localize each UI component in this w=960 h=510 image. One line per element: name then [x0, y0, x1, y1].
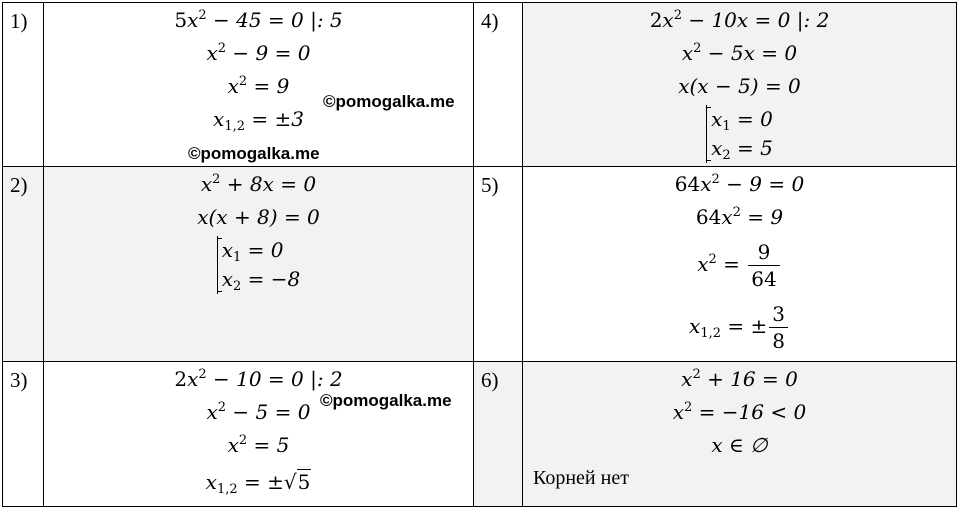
equation-line: x(x + 8) = 0 — [197, 205, 320, 229]
equation-line: $x^2 + 16 = 0$ — [681, 367, 798, 391]
equation-line: $x_{1,2}$ = ± $\frac{3}{8}$ — [523, 296, 956, 358]
square-root: √5 — [283, 470, 311, 494]
equation-line: $x^2 - 5x = 0$ — [681, 41, 798, 65]
item-number-2: 2) — [3, 167, 44, 362]
solution-cell-2 — [44, 167, 474, 362]
no-roots-note: Корней нет — [533, 467, 629, 489]
equation-line: $2x^2 - 10 = 0$ |: 2 — [174, 367, 343, 391]
watermark: ©pomogalka.me — [188, 144, 320, 163]
equation-line: x ∈ ∅ — [711, 433, 768, 457]
root-system-bracket: $x_1 = 0$ $x_2 = -8$ — [217, 236, 301, 294]
item-number-4: 4) — [474, 3, 523, 167]
equation-line: $x_{1,2} = \pm√5$ — [44, 466, 473, 499]
equation-line: $x^2 + 8x = 0$ — [200, 172, 317, 196]
item-number-6: 6) — [474, 362, 523, 507]
equation-line: $x^2$ = $\frac{9}{64}$ — [523, 234, 956, 296]
solution-cell-6 — [523, 362, 957, 507]
equation-line: $5x^2 - 45 = 0$ |: 5 — [174, 8, 343, 32]
solution-cell-5 — [523, 167, 957, 362]
table-row — [3, 3, 957, 167]
fraction: $\frac{3}{8}$ — [769, 301, 788, 354]
item-number-3: 3) — [3, 362, 44, 507]
root-system-bracket: $x_1 = 0$ $x_2 = 5$ — [706, 105, 773, 163]
fraction: $\frac{9}{64}$ — [748, 239, 779, 292]
equation-line: $x^2 - 9 = 0$ — [206, 41, 311, 65]
table-row — [3, 362, 957, 507]
equation-line: $x^2 = 9$ — [227, 74, 290, 98]
solution-cell-4 — [523, 3, 957, 167]
table-row — [3, 167, 957, 362]
equation-line: $x^2 = 5$ — [227, 433, 290, 457]
equation-line: x(x − 5) = 0 — [678, 74, 801, 98]
watermark: ©pomogalka.me — [323, 92, 455, 111]
watermark: ©pomogalka.me — [320, 391, 452, 410]
equation-line: $64x^2 = 9$ — [695, 205, 784, 229]
equation-line: $x^2 - 5 = 0$ — [206, 400, 311, 424]
solutions-table — [2, 2, 957, 507]
item-number-1: 1) — [3, 3, 44, 167]
equation-line: $2x^2 - 10x = 0$ |: 2 — [649, 8, 830, 32]
equation-line: $x^2 = -16 < 0$ — [672, 400, 807, 424]
equation-line: $64x^2 - 9 = 0$ — [674, 172, 805, 196]
solution-cell-1 — [44, 3, 474, 167]
equation-line: $x_{1,2} = \pm 3$ — [213, 107, 304, 134]
item-number-5: 5) — [474, 167, 523, 362]
solution-cell-3 — [44, 362, 474, 507]
